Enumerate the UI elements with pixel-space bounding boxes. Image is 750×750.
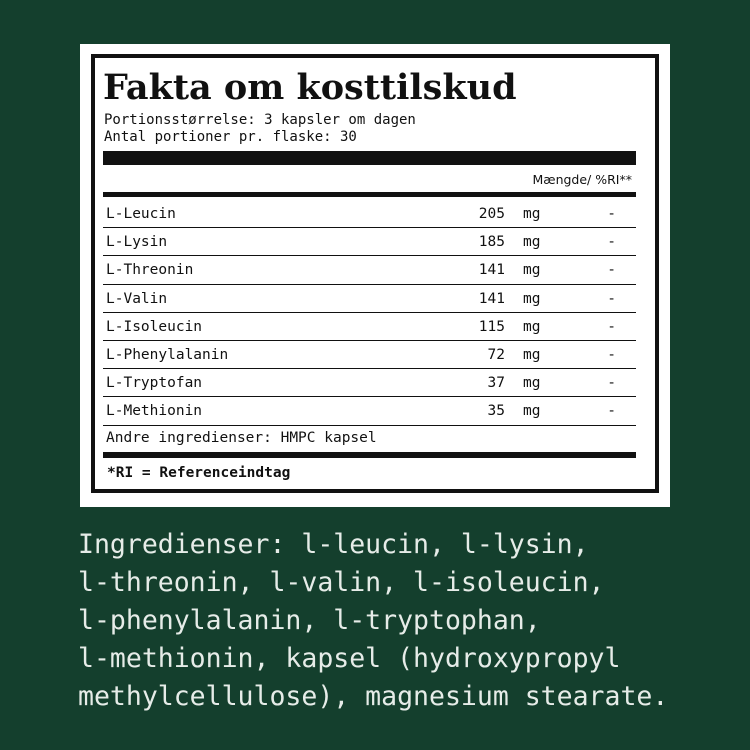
table-row [103, 369, 636, 397]
table-row [103, 200, 636, 228]
nutrient-unit: mg [523, 318, 541, 335]
table-row [103, 285, 636, 313]
nutrient-ri: - [607, 290, 616, 307]
ingredients-line: l-threonin, l-valin, l-isoleucin, [78, 567, 605, 598]
nutrient-name: L-Phenylalanin [106, 346, 229, 363]
nutrient-amount: 35 [487, 403, 505, 420]
nutrient-amount: 72 [487, 346, 505, 363]
serving-size: Portionsstørrelse: 3 kapsler om dagen [104, 112, 416, 128]
table-row [103, 228, 636, 256]
supplement-facts-card [80, 44, 670, 507]
nutrient-ri: - [607, 234, 616, 251]
ingredients-line: Ingredienser: l-leucin, l-lysin, [78, 529, 589, 560]
nutrient-ri: - [607, 318, 616, 335]
nutrient-name: L-Isoleucin [106, 318, 203, 335]
other-ingredients: Andre ingredienser: HMPC kapsel [106, 430, 377, 446]
nutrient-ri: - [607, 206, 616, 222]
servings-per-bottle: Antal portioner pr. flaske: 30 [104, 129, 357, 145]
table-row [103, 313, 636, 341]
nutrient-unit: mg [523, 234, 541, 251]
nutrient-name: L-Methionin [106, 403, 203, 420]
nutrient-amount: 205 [478, 206, 505, 222]
ingredients-line: l-methionin, kapsel (hydroxypropyl [78, 643, 621, 674]
nutrient-name: L-Threonin [106, 262, 194, 279]
nutrient-name: L-Lysin [106, 234, 168, 251]
nutrient-name: L-Valin [106, 290, 168, 307]
nutrient-unit: mg [523, 262, 541, 279]
other-ingredients-row [103, 426, 636, 452]
nutrient-name: L-Tryptofan [106, 375, 203, 392]
nutrient-unit: mg [523, 346, 541, 363]
panel-title: Fakta om kosttilskud [103, 67, 517, 108]
nutrient-unit: mg [523, 206, 541, 222]
table-row [103, 397, 636, 425]
bottom-divider [103, 452, 636, 458]
nutrient-unit: mg [523, 403, 541, 420]
nutrient-table [103, 200, 636, 426]
amount-ri-header: Mængde/ %RI** [532, 172, 632, 187]
nutrient-name: L-Leucin [106, 206, 176, 222]
nutrient-ri: - [607, 262, 616, 279]
ingredients-line: methylcellulose), magnesium stearate. [78, 681, 669, 712]
nutrient-ri: - [607, 375, 616, 392]
nutrient-amount: 185 [478, 234, 505, 251]
thick-divider [103, 151, 636, 165]
ri-footnote: *RI = Referenceindtag [107, 465, 291, 481]
nutrient-amount: 141 [478, 262, 505, 279]
ingredients-line: l-phenylalanin, l-tryptophan, [78, 605, 541, 636]
nutrient-unit: mg [523, 290, 541, 307]
nutrient-amount: 37 [487, 375, 505, 392]
ingredients-text [78, 526, 728, 716]
medium-divider [103, 192, 636, 197]
table-row [103, 341, 636, 369]
nutrient-ri: - [607, 403, 616, 420]
nutrient-ri: - [607, 346, 616, 363]
table-row [103, 256, 636, 284]
serving-info [104, 112, 416, 146]
nutrient-unit: mg [523, 375, 541, 392]
nutrient-amount: 141 [478, 290, 505, 307]
nutrient-amount: 115 [478, 318, 505, 335]
